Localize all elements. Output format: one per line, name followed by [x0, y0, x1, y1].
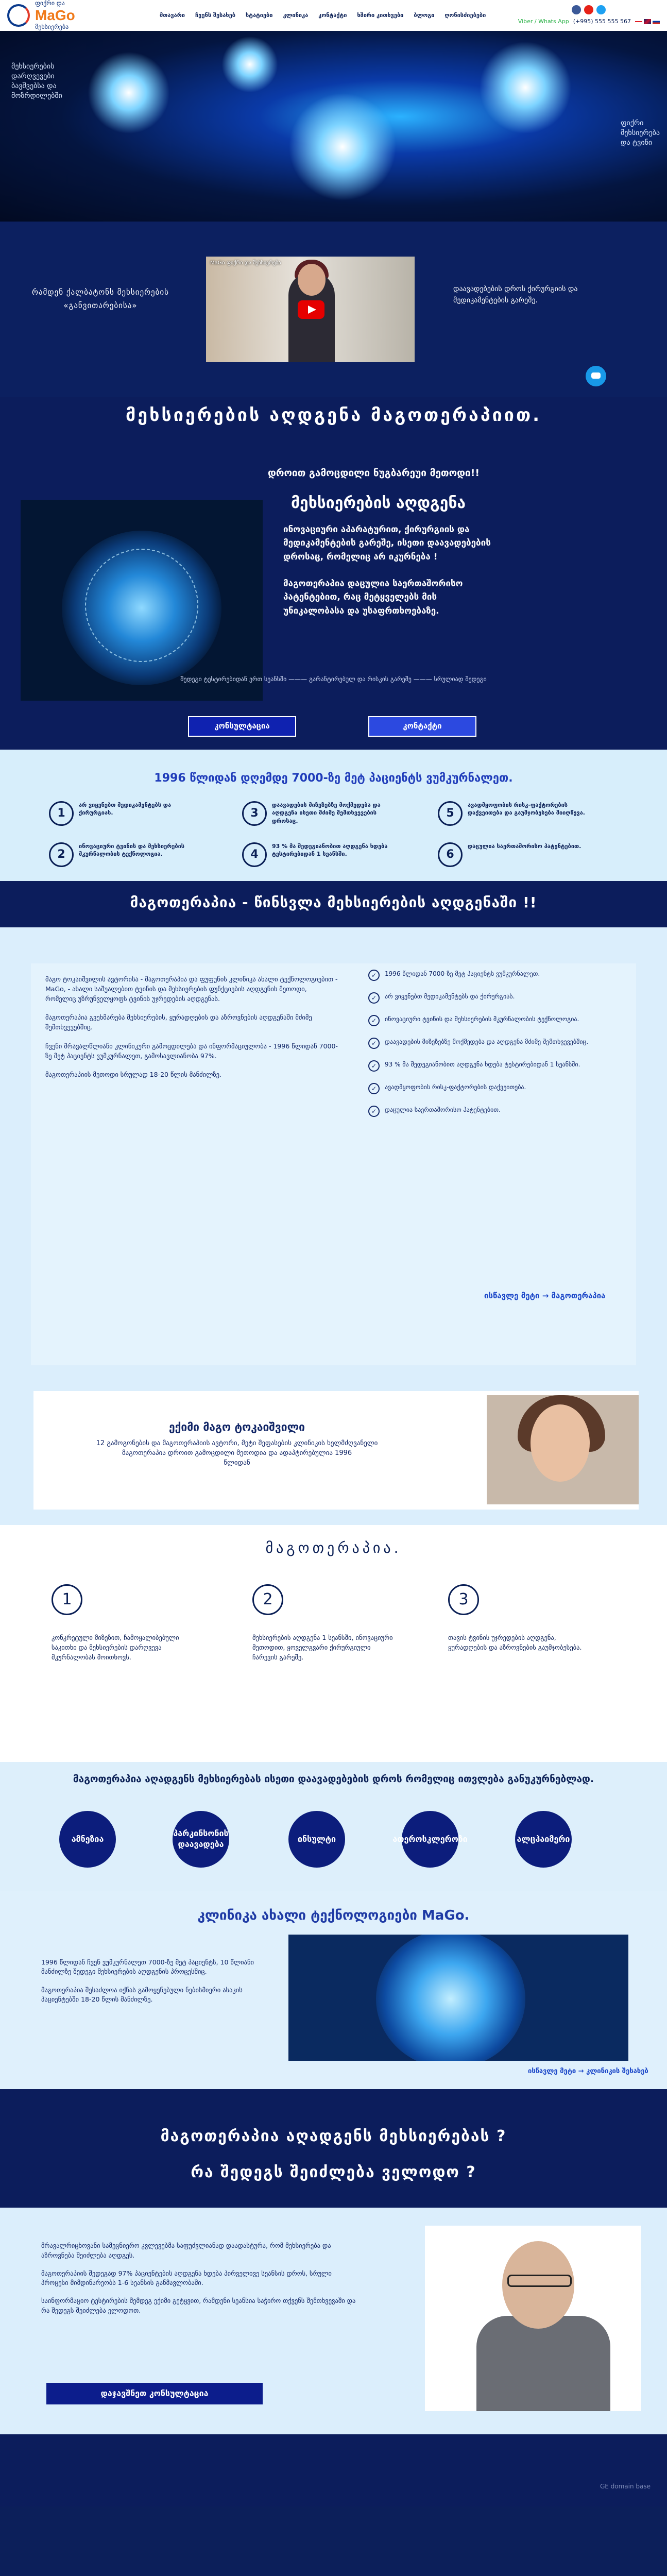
- info-paragraph: მაგოთერაპიის მეთოდი სრულად 18-20 წლის მანძილზე.: [45, 1071, 221, 1079]
- magotherapy-text: მეხსიერების აღდგენა 1 სეანსში, ინოვაციური მეთოდით, ყოველგვარი ქირურგიული ჩარევის გარეშე.: [252, 1634, 393, 1661]
- number-circle-icon: 4: [242, 842, 267, 867]
- disease-circle[interactable]: ათეროსკლეროზი: [402, 1811, 458, 1868]
- number-circle-icon: 2: [49, 842, 74, 867]
- doctor-line: 12 გამოგონების და მაგოთერაპიის ავტორი, მეტი შეფასების კლინიკის ხელმძღვანელი: [96, 1439, 378, 1448]
- video-right-text: დაავადებების დროს ქირურგიის და მედიკამენტების გარეშე.: [453, 285, 578, 305]
- neuron-glow-icon: [88, 52, 170, 134]
- info-section: [0, 927, 667, 1391]
- disease-circle[interactable]: პარკინსონის დაავადება: [173, 1811, 229, 1868]
- nav-item-contact[interactable]: კონტაქტი: [318, 12, 347, 19]
- twitter-icon[interactable]: [596, 5, 606, 14]
- neuron-glow-icon: [288, 93, 397, 201]
- magotherapy-text: თავის ტვინის უჯრედების აღდგენა, ყურადღების და აზროვნების გაუმჯობესება.: [448, 1634, 582, 1651]
- hero-right-text: [621, 118, 660, 148]
- check-item: [368, 1106, 631, 1117]
- diseases-section: [0, 1762, 667, 1891]
- magotherapy-title: მაგოთერაპია.: [265, 1539, 402, 1556]
- check-text: დაცულია საერთაშორისო პატენტებით.: [385, 1106, 501, 1113]
- benefit-item: [438, 842, 592, 867]
- info-text: [45, 975, 339, 1089]
- benefit-item: [242, 842, 397, 867]
- check-text: 1996 წლიდან 7000-ზე მეტ პაციენტს ვუმკურნალეთ.: [385, 970, 540, 977]
- video-person-face: [298, 264, 326, 296]
- consultation-button[interactable]: კონსულტაცია: [188, 716, 296, 737]
- disease-circle[interactable]: ამნეზია: [59, 1811, 116, 1868]
- doctor-info: [33, 1419, 440, 1468]
- hero-right-line: ფიქრი: [621, 119, 644, 127]
- check-text: ავადმყოფობის რისკ-ფაქტორების დაქვეითება.: [385, 1083, 526, 1091]
- check-circle-icon: ✓: [368, 992, 380, 1004]
- check-text: დაავადების მიზეზებზე მოქმედება და აღდგენა მძიმე შემთხვევებშიც.: [385, 1038, 589, 1045]
- book-consultation-button[interactable]: დაჯავშნეთ კონსულტაცია: [46, 2383, 263, 2404]
- clinic-brain-image: [288, 1935, 628, 2061]
- clinic-title: კლინიკა ახალი ტექნოლოგიები MaGo.: [197, 1908, 470, 1923]
- clinic-paragraph: მაგოთერაპია შესაძლოა იქნას გამოყენებული ნებისმიერი ასაკის პაციენტებში 18-20 წლის მანძილზე.: [41, 1986, 243, 2004]
- brain-list: [283, 523, 500, 631]
- check-circle-icon: ✓: [368, 1060, 380, 1072]
- benefit-text: ავადმყოფობის რისკ-ფაქტორების დაქვეითება და გაუმჯობესება მიიღწევა.: [468, 802, 585, 817]
- clinic-link[interactable]: ისწავლე მეტი → კლინიკის შესახებ: [528, 2067, 648, 2075]
- doctor-section: [0, 1391, 667, 1525]
- brain-bottom-strip: შედეგი ტესტირებიდან ერთ სეანსში ——— გარანტირებულ და რისკის გარეშე ——— სრულიად შედეგი: [180, 675, 487, 683]
- brain-intro: დროით გამოცდილი ნუგბარეუი მეთოდი!!: [268, 467, 480, 479]
- clinic-text: [41, 1958, 276, 2014]
- brain-network-icon: [85, 549, 198, 662]
- logo-sub: მეხსიერება: [35, 23, 69, 31]
- header-contact: [518, 5, 660, 26]
- flag-ru-icon[interactable]: [653, 19, 660, 24]
- benefit-item: [242, 801, 397, 826]
- nav-item-clinic[interactable]: კლინიკა: [283, 12, 309, 19]
- check-item: [368, 1060, 631, 1072]
- facebook-icon[interactable]: [572, 5, 581, 14]
- results-section: [0, 2208, 667, 2434]
- number-circle-icon: 3: [242, 801, 267, 826]
- progress-banner: [0, 881, 667, 927]
- viber-label: Viber / Whats App: [518, 18, 569, 25]
- flag-ge-icon[interactable]: [635, 19, 642, 24]
- magotherapy-text: კონკრეტული მიზეზით, ჩამოყალიბებული საკითხი და მეხსიერების დარღვევა მკურნალობას მოითხოვს.: [52, 1634, 179, 1661]
- doctor-name: ექიმი მაგო ტოკაიშვილი: [169, 1421, 305, 1433]
- benefit-text: 93 % მა შედეგიანობით აღდგენა ხდება ტესტირებიდან 1 სეანსში.: [272, 843, 388, 858]
- man-photo: [425, 2226, 641, 2411]
- magotherapy-col: [252, 1584, 397, 1662]
- benefit-item: [438, 801, 592, 826]
- nav-item-events[interactable]: ღონისძიებები: [444, 12, 486, 19]
- doctor-line: მაგოთერაპია დროით გამოცდილი მეთოდია და ადაპტირებულია 1996: [122, 1449, 352, 1458]
- check-circle-icon: ✓: [368, 970, 380, 981]
- diseases-title: მაგოთერაპია აღადგენს მეხსიერებას ისეთი დაავადებების დროს რომელიც ითვლება განუკურნებლად.: [73, 1773, 594, 1785]
- nav-item-about[interactable]: ჩვენს შესახებ: [195, 12, 235, 19]
- nav-item-faq[interactable]: ხშირი კითხვები: [357, 12, 404, 19]
- doctor-card: [33, 1391, 639, 1510]
- disease-circle[interactable]: ალცჰაიმერი: [515, 1811, 572, 1868]
- hero-left-line: ბავშვებსა და: [11, 81, 57, 90]
- brain-section: [0, 433, 667, 701]
- progress-title: მაგოთერაპია - წინსვლა მეხსიერების აღდგენაში !!: [130, 894, 537, 911]
- check-item: [368, 970, 631, 981]
- neuron-glow-icon: [221, 36, 278, 93]
- hero-left-line: მეხსიერების: [11, 62, 55, 71]
- main-nav: [160, 11, 486, 20]
- magotherapy-col: [448, 1584, 592, 1653]
- benefit-text: დაცულია საერთაშორისო პატენტებით.: [468, 843, 582, 850]
- doctor-face: [531, 1404, 590, 1482]
- section-heading: [0, 397, 667, 433]
- check-text: ინოვაციური ტვინის და მეხსიერების მკურნალობის ტექნოლოგია.: [385, 1015, 579, 1023]
- check-text: არ ვიყენებთ მედიკამენტებს და ქირურგიას.: [385, 993, 515, 1000]
- benefit-text: ინოვაციური ტვინის და მეხსიერების მკურნალობის ტექნოლოგია.: [79, 843, 185, 858]
- results-text: [41, 2241, 361, 2324]
- brain-image: [21, 500, 263, 701]
- info-paragraph: მაგოთერაპია გვეხმარება მეხსიერების, ყურადღების და აზროვნების აღდგენაში მძიმე შემთხვევებშიც.: [45, 1013, 312, 1031]
- benefit-text: არ ვიყენებთ მედიკამენტებს და ქირურგიას.: [79, 802, 172, 817]
- phone-number[interactable]: (+995) 555 555 567: [573, 18, 631, 25]
- brain-list-item: ინოვაციური აპარატურით, ქირურგიის და მედიკამენტების გარეშე, ისეთი დაავადებების დროსაც, რომელიც არ იკურნება !: [283, 524, 491, 562]
- hero-left-text: [11, 62, 62, 101]
- learn-more-link[interactable]: ისწავლე მეტი → მაგოთერაპია: [484, 1291, 606, 1300]
- question-2: რა შედეგს შეიძლება ველოდო ?: [191, 2163, 476, 2181]
- brain-glow: [376, 1935, 525, 2061]
- logo-text: [35, 0, 75, 31]
- man-body: [476, 2316, 610, 2411]
- site-header: [0, 0, 667, 31]
- logo-brand: MaGo: [35, 7, 75, 23]
- results-paragraph: საინფორმაციო ტესტირების შემდეგ ექიმი გეტყვით, რამდენი სეანსია საჭირო თქვენს შემთხვევაში და რა შედეგს შეიძლება ელოდოთ.: [41, 2297, 356, 2314]
- info-paragraph: ჩვენი მრავალწლიანი კლინიკური გამოცდილება და ინფორმაციულობა - 1996 წლიდან 7000-ზე მეტ პაციენტს ვუმკურნალეთ, გამოსავლიანობა 97%.: [45, 1042, 338, 1060]
- nav-item-home[interactable]: მთავარი: [160, 12, 185, 19]
- number-circle-icon: 6: [438, 842, 463, 867]
- doctor-photo: [487, 1395, 639, 1504]
- youtube-icon[interactable]: [584, 5, 593, 14]
- info-checklist: [368, 970, 631, 1128]
- check-item: [368, 1083, 631, 1094]
- question-section: [0, 2089, 667, 2208]
- info-paragraph: მაგო ტოკაიშვილის ავტორისა - მაგოთერაპია და ფუფუნის კლინიკა ახალი ტექნოლოგიებით - MaGo, - ახალი საშუალებით ტვინის და მეხსიერების ფუნქციების აღდგენის მეთოდი, რომელიც უზრუნველყოფს ტვინის უჯრედების აღდგენას.: [45, 975, 338, 1003]
- neuron-glow-icon: [479, 41, 572, 134]
- site-logo[interactable]: [7, 0, 136, 31]
- page-title: მეხსიერების აღდგენა მაგოთერაპიით.: [125, 405, 542, 426]
- hero-banner: [0, 31, 667, 222]
- social-links: [572, 5, 606, 14]
- benefits-title: 1996 წლიდან დღემდე 7000-ზე მეტ პაციენტს ვუმკურნალეთ.: [154, 772, 513, 785]
- footer-mark[interactable]: GE domain base: [600, 2482, 651, 2490]
- logo-mark: [7, 4, 30, 27]
- benefit-item: [49, 842, 203, 867]
- check-item: [368, 1038, 631, 1049]
- hero-right-line: და ტვინი: [621, 138, 653, 147]
- video-player[interactable]: [206, 257, 415, 362]
- check-item: [368, 1015, 631, 1026]
- question-1: მაგოთერაპია აღადგენს მეხსიერებას ?: [160, 2127, 507, 2145]
- video-title: MaGo ფიქრი და მეხსიერება: [210, 260, 281, 266]
- benefit-item: [49, 801, 203, 826]
- magotherapy-section: [0, 1525, 667, 1762]
- check-circle-icon: ✓: [368, 1083, 380, 1094]
- logo-top: ფიქრი და: [35, 0, 65, 7]
- check-circle-icon: ✓: [368, 1015, 380, 1026]
- check-text: 93 % მა შედეგიანობით აღდგენა ხდება ტესტირებიდან 1 სეანსში.: [385, 1061, 580, 1068]
- number-circle-icon: 1: [52, 1584, 82, 1615]
- play-icon[interactable]: [298, 300, 324, 319]
- disease-circle[interactable]: ინსულტი: [288, 1811, 345, 1868]
- doctor-line: წლიდან: [224, 1459, 250, 1467]
- number-circle-icon: 1: [49, 801, 74, 826]
- number-circle-icon: 2: [252, 1584, 283, 1615]
- site-footer: [0, 2434, 667, 2506]
- info-card: [31, 963, 636, 1365]
- hero-right-line: მეხსიერება: [621, 128, 660, 137]
- check-circle-icon: ✓: [368, 1038, 380, 1049]
- nav-item-blog[interactable]: ბლოგი: [414, 12, 435, 19]
- magotherapy-col: [52, 1584, 196, 1662]
- brain-list-item: მაგოთერაპია დაცულია საერთაშორისო პატენტებით, რაც მეტყველებს მის უნიკალობასა და უსაფრთხოებაზე.: [283, 579, 463, 616]
- flag-en-icon[interactable]: [644, 19, 651, 24]
- clinic-section: [0, 1891, 667, 2089]
- chat-icon[interactable]: [586, 366, 606, 386]
- results-paragraph: მაგოთერაპიის შედეგად 97% პაციენტების აღდგენა ხდება პირველივე სეანსის დროს, სრული პროცესი მიმდინარეობს 1-6 სეანსის განმავლობაში.: [41, 2269, 332, 2287]
- benefit-text: დაავადების მიზეზებზე მოქმედება და აღდგენა ისეთი მძიმე შემთხვევების დროსაც.: [272, 802, 381, 824]
- video-section: [0, 222, 667, 397]
- hero-left-line: მოზრდილებში: [11, 91, 62, 100]
- cta-section: [0, 701, 667, 750]
- hero-left-line: დარღვევები: [11, 72, 55, 80]
- contact-button[interactable]: კონტაქტი: [368, 716, 476, 737]
- number-circle-icon: 5: [438, 801, 463, 826]
- video-left-text: რამდენ ქალბატონს მეხსიერების «განვითარებისა»: [31, 287, 169, 310]
- nav-item-articles[interactable]: სტატიები: [245, 12, 273, 19]
- results-paragraph: მრავალრიცხოვანი სამეცნიერო კვლევებმა საფუძვლიანად დაადასტურა, რომ მეხსიერება და აზროვნება შეიძლება აღდგეს.: [41, 2242, 331, 2259]
- language-switcher: [635, 19, 660, 24]
- check-item: [368, 992, 631, 1004]
- number-circle-icon: 3: [448, 1584, 479, 1615]
- brain-subtitle: მეხსიერების აღდგენა: [291, 494, 466, 512]
- contact-row: [518, 18, 660, 26]
- clinic-paragraph: 1996 წლიდან ჩვენ ვუმკურნალეთ 7000-ზე მეტ პაციენტს, 10 წლიანი მანძილზე შედეგი მეხსიერების აღდგენის პროცესშიც.: [41, 1958, 254, 1976]
- check-circle-icon: ✓: [368, 1106, 380, 1117]
- glasses-icon: [507, 2275, 572, 2287]
- benefits-section: [0, 750, 667, 881]
